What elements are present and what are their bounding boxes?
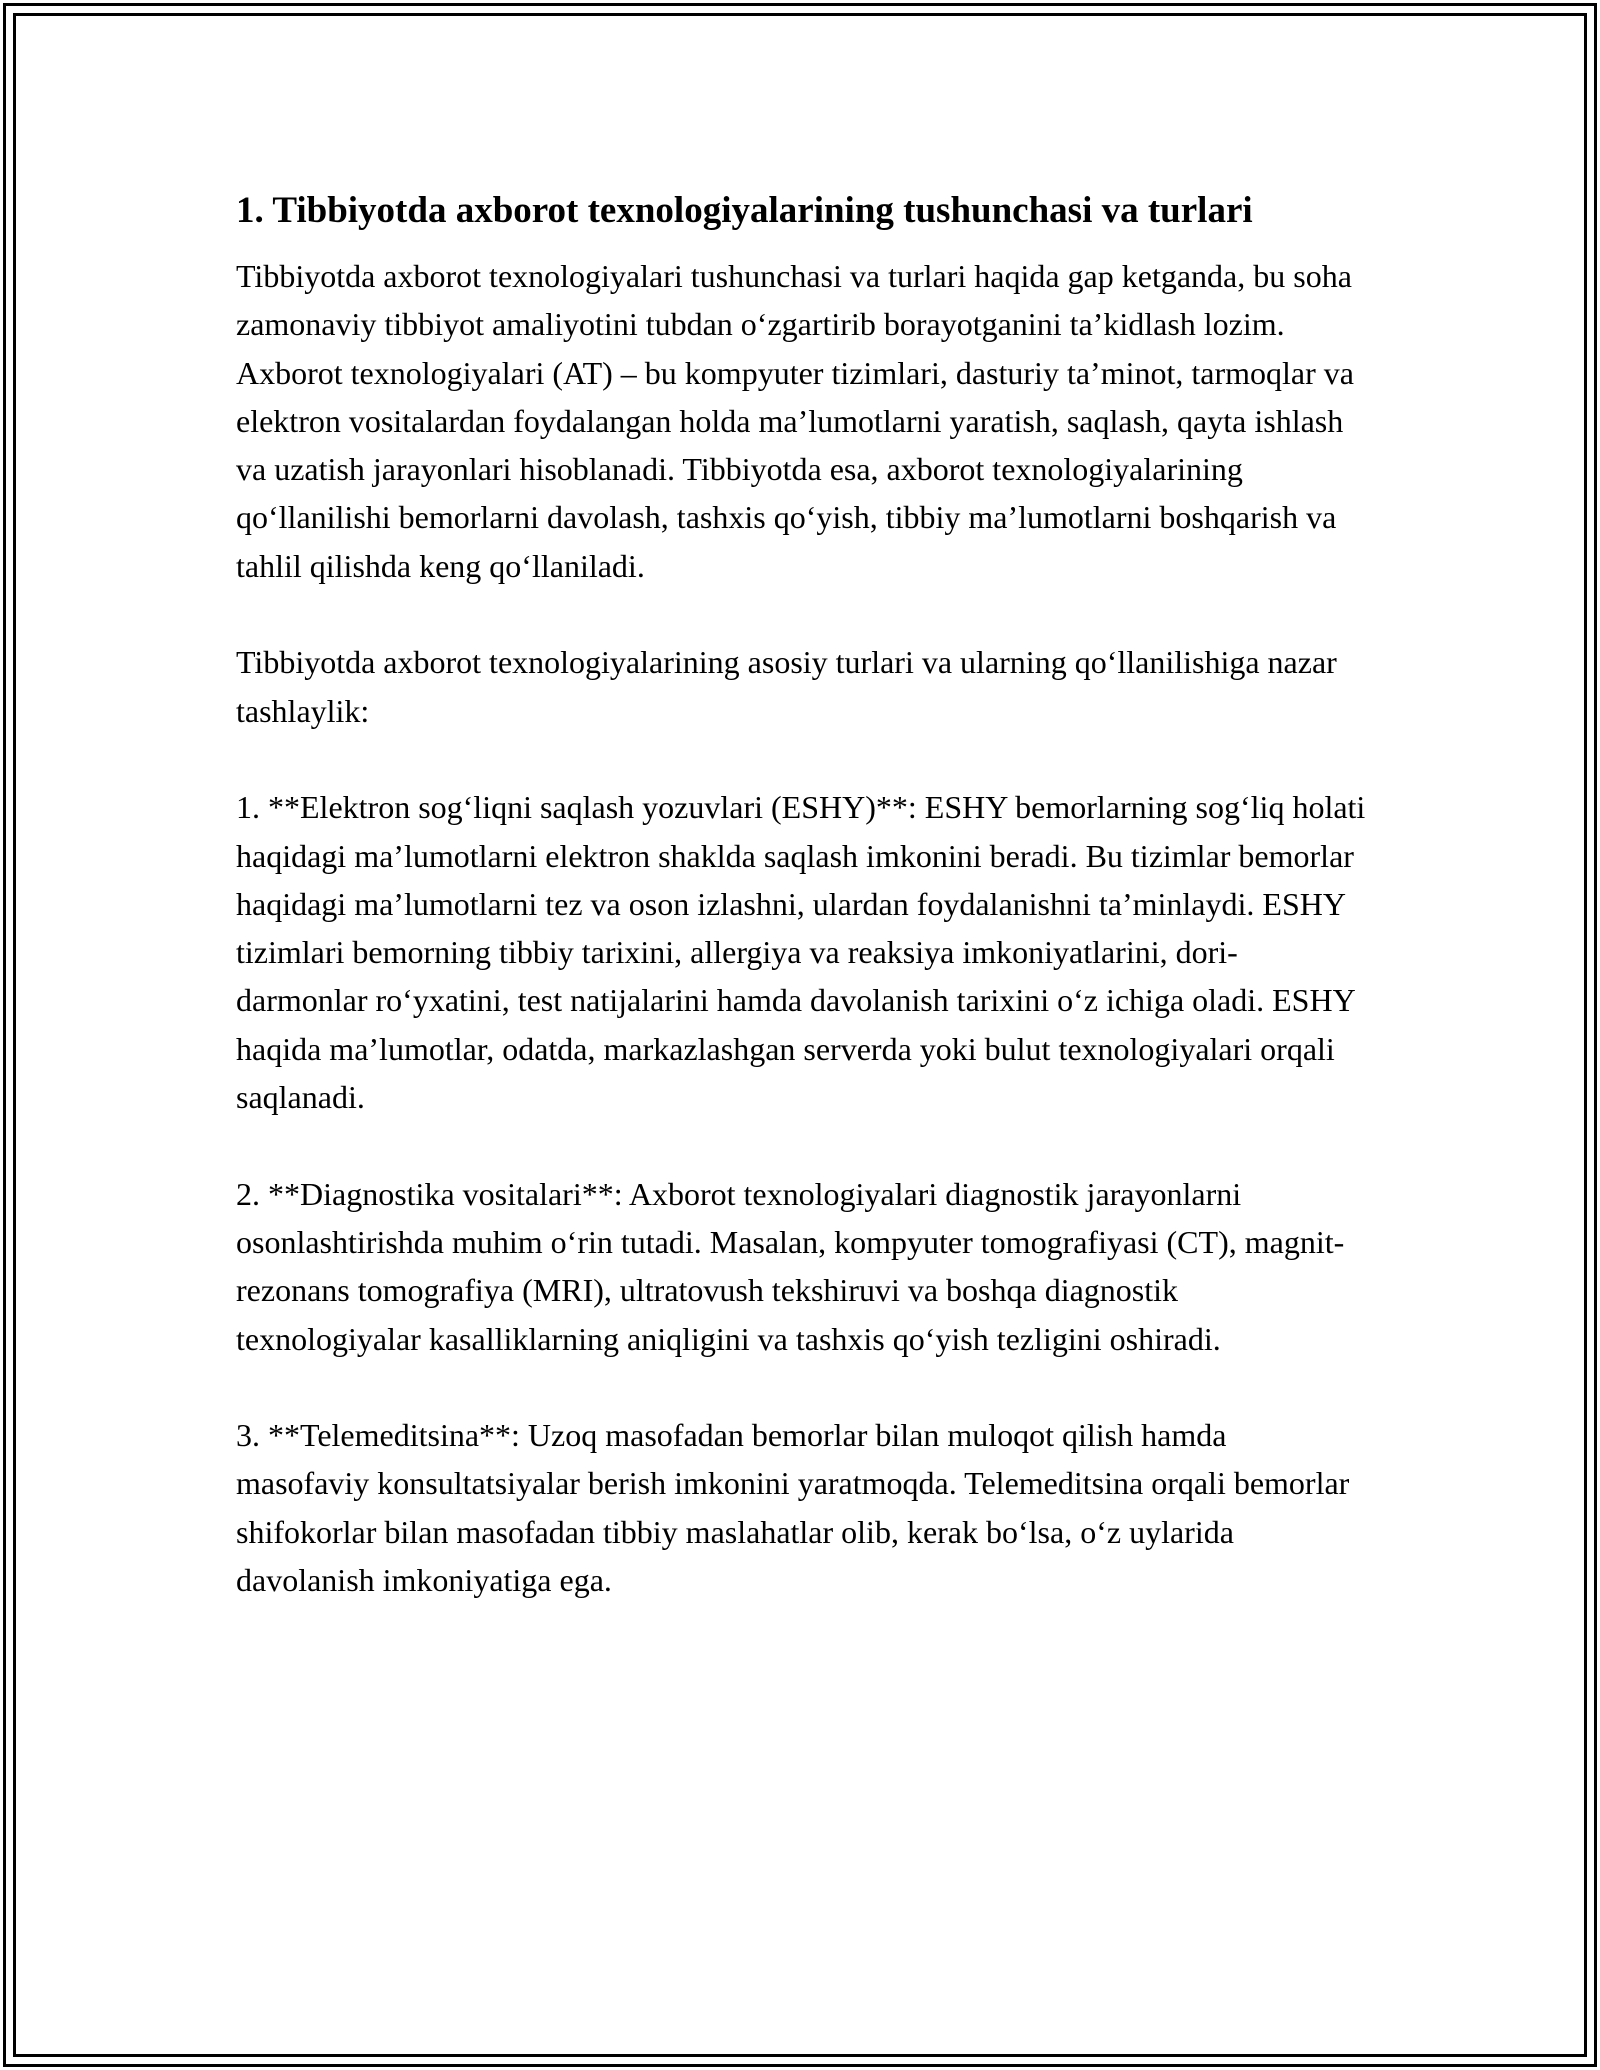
list-item-diagnostics: 2. **Diagnostika vositalari**: Axborot texnologiyalari diagnostik jarayonlarni osonlashtirishda muhim oʻrin tutadi. Masalan, kompyuter tomografiyasi (CT), magnit-rezonans tomografiya (MRI), ultratovush tekshiruvi va boshqa diagnostik texnologiyalar kasalliklarning aniqligini va tashxis qoʻyish tezligini oshiradi. bbox=[236, 1175, 1345, 1357]
list-item-eshy: 1. **Elektron sogʻliqni saqlash yozuvlari (ESHY)**: ESHY bemorlarning sogʻliq holati haqidagi maʼlumotlarni elektron shaklda saqlash imkonini beradi. Bu tizimlar bemorlar haqidagi maʼlumotlarni tez va oson izlashni, ulardan foydalanishni taʼminlaydi. ESHY tizimlari bemorning tibbiy tarixini, allergiya va reaksiya imkoniyatlarini, dori-darmonlar roʻyxatini, test natijalarini hamda davolanish tarixini oʻz ichiga oladi. ESHY haqida maʼlumotlar, odatda, markazlashgan serverda yoki bulut texnologiyalari orqali saqlanadi. bbox=[236, 789, 1366, 1116]
types-intro-paragraph: Tibbiyotda axborot texnologiyalarining asosiy turlari va ularning qoʻllanilishiga nazar tashlaylik: bbox=[236, 644, 1337, 729]
list-item-telemedicine: 3. **Telemeditsina**: Uzoq masofadan bemorlar bilan muloqot qilish hamda masofaviy konsultatsiyalar berish imkonini yaratmoqda. Telemeditsina orqali bemorlar shifokorlar bilan masofadan tibbiy maslahatlar olib, kerak boʻlsa, oʻz uylarida davolanish imkoniyatiga ega. bbox=[236, 1417, 1350, 1599]
section-heading: 1. Tibbiyotda axborot texnologiyalarining tushunchasi va turlari bbox=[236, 190, 1253, 231]
intro-paragraph: Tibbiyotda axborot texnologiyalari tushunchasi va turlari haqida gap ketganda, bu soha zamonaviy tibbiyot amaliyotini tubdan oʻzgartirib borayotganini taʼkidlash lozim. Axborot texnologiyalari (AT) – bu kompyuter tizimlari, dasturiy taʼminot, tarmoqlar va elektron vositalardan foydalangan holda maʼlumotlarni yaratish, saqlash, qayta ishlash va uzatish jarayonlari hisoblanadi. Tibbiyotda esa, axborot texnologiyalarining qoʻllanilishi bemorlarni davolash, tashxis qoʻyish, tibbiy maʼlumotlarni boshqarish va tahlil qilishda keng qoʻllaniladi. bbox=[236, 258, 1354, 584]
document-body bbox=[236, 184, 1366, 1653]
